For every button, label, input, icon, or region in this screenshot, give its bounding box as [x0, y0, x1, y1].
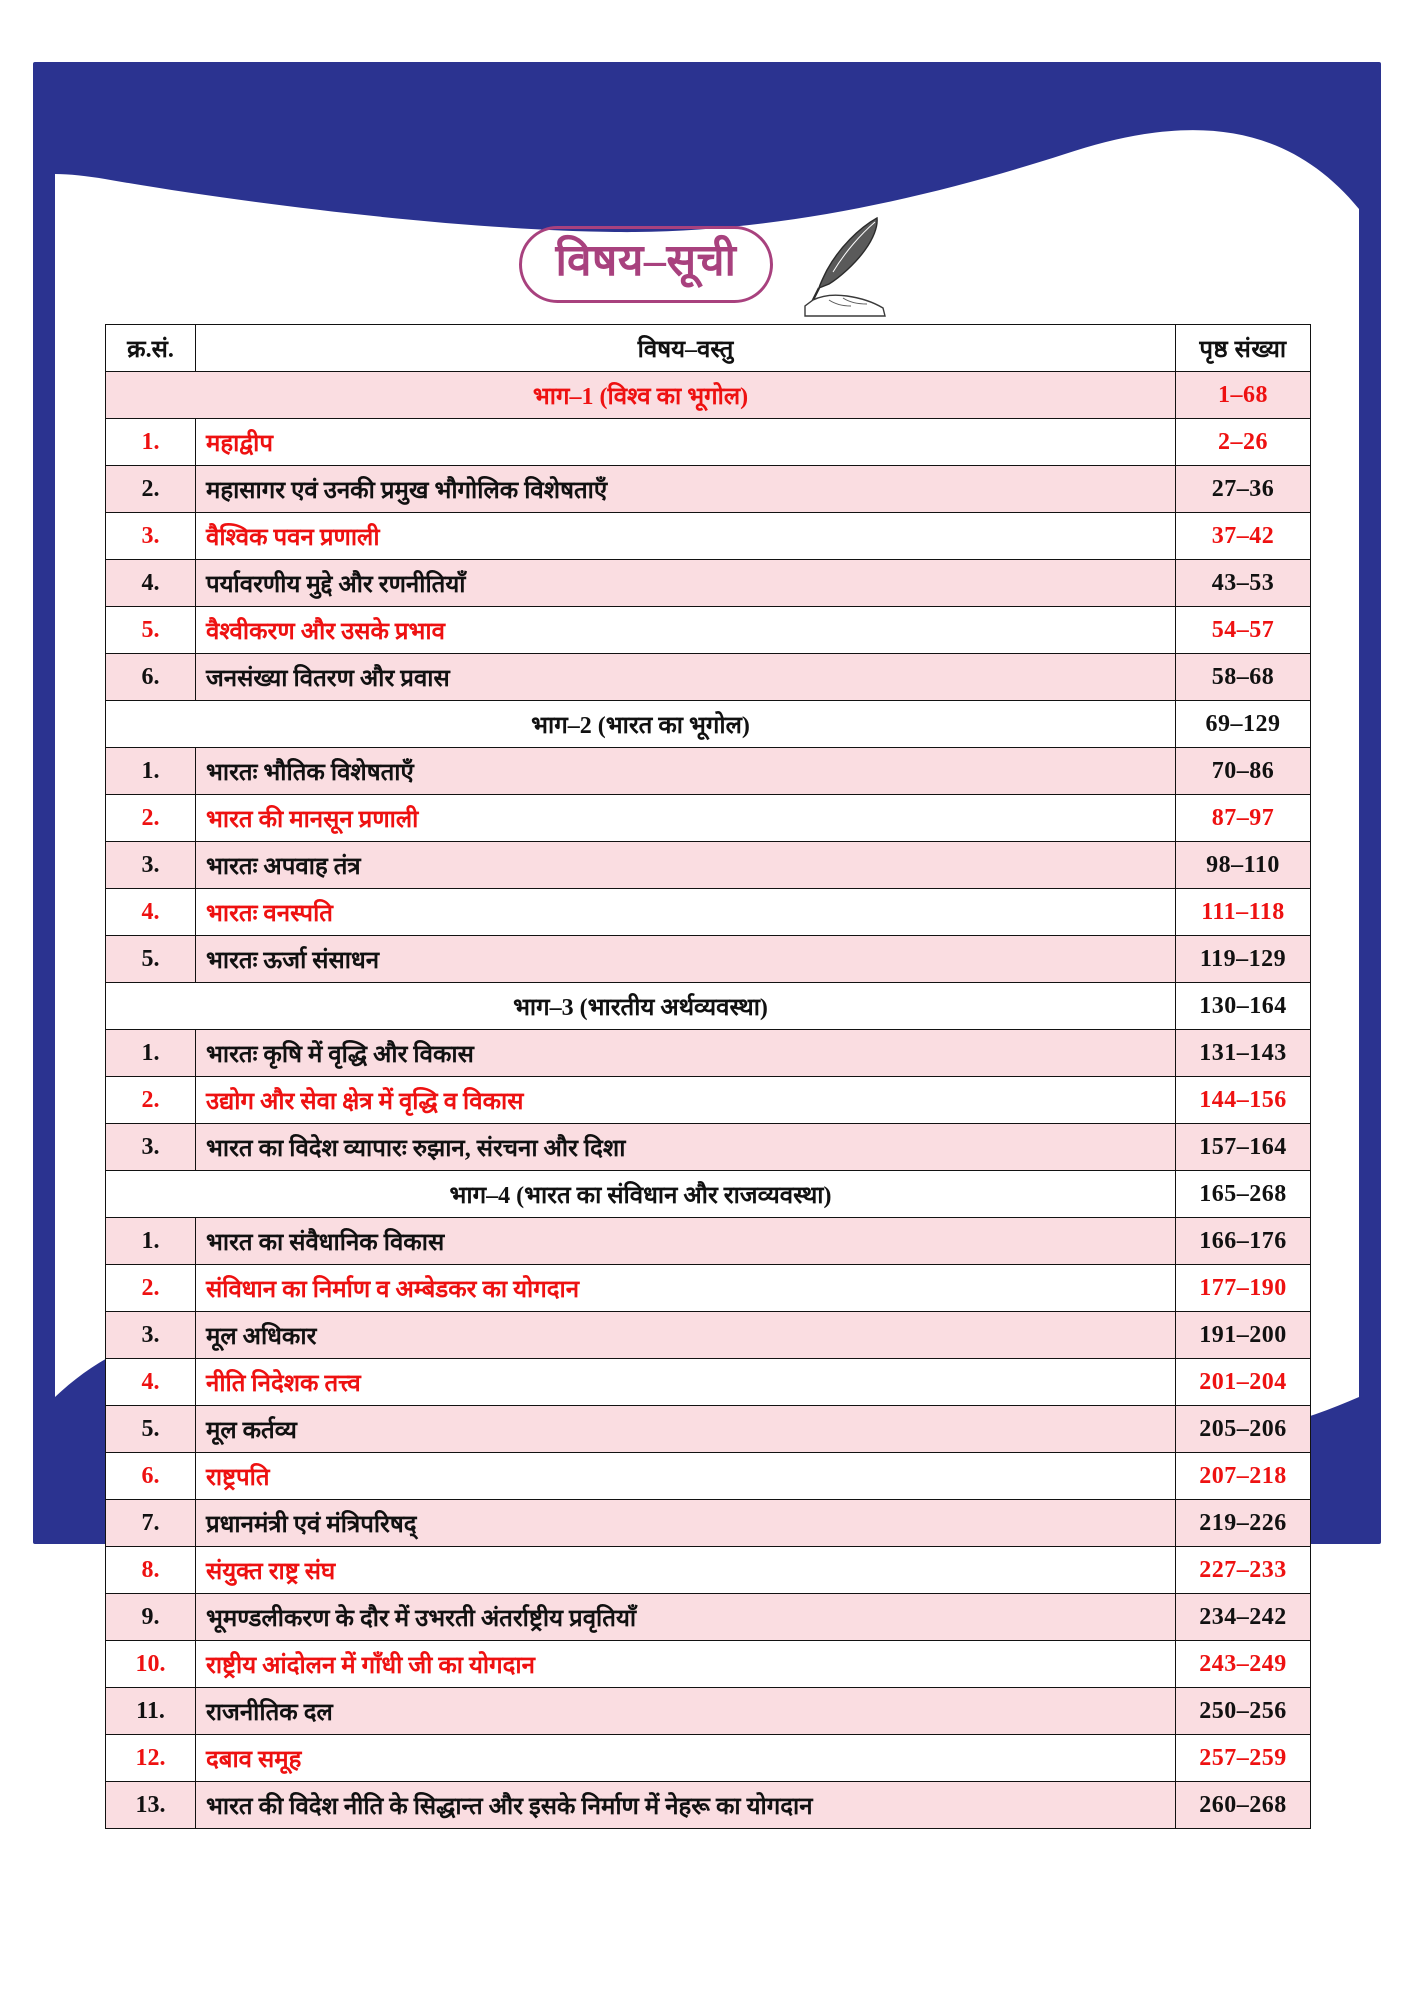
- row-chapter-title[interactable]: मूल कर्तव्य: [196, 1406, 1176, 1453]
- row-chapter-title[interactable]: मूल अधिकार: [196, 1312, 1176, 1359]
- row-serial-number: 1.: [106, 419, 196, 466]
- row-page-range: 70–86: [1176, 748, 1311, 795]
- row-serial-number: 1.: [106, 748, 196, 795]
- table-row[interactable]: [106, 607, 1311, 654]
- row-page-range: 131–143: [1176, 1030, 1311, 1077]
- row-chapter-title[interactable]: दबाव समूह: [196, 1735, 1176, 1782]
- page-title: विषय–सूची: [519, 226, 774, 303]
- row-serial-number: 11.: [106, 1688, 196, 1735]
- row-serial-number: 5.: [106, 936, 196, 983]
- row-page-range: 37–42: [1176, 513, 1311, 560]
- row-serial-number: 2.: [106, 1077, 196, 1124]
- row-chapter-title[interactable]: राष्ट्रपति: [196, 1453, 1176, 1500]
- table-row[interactable]: [106, 1547, 1311, 1594]
- row-chapter-title[interactable]: नीति निदेशक तत्त्व: [196, 1359, 1176, 1406]
- row-page-range: 130–164: [1176, 983, 1311, 1030]
- table-row[interactable]: [106, 936, 1311, 983]
- table-row[interactable]: [106, 1782, 1311, 1829]
- table-part-row[interactable]: [106, 372, 1311, 419]
- row-page-range: 1–68: [1176, 372, 1311, 419]
- row-page-range: 27–36: [1176, 466, 1311, 513]
- table-header-subject: विषय–वस्तु: [196, 325, 1176, 372]
- table-row[interactable]: [106, 560, 1311, 607]
- row-serial-number: 2.: [106, 466, 196, 513]
- row-page-range: 58–68: [1176, 654, 1311, 701]
- table-row[interactable]: [106, 889, 1311, 936]
- row-serial-number: 7.: [106, 1500, 196, 1547]
- row-chapter-title[interactable]: संविधान का निर्माण व अम्बेडकर का योगदान: [196, 1265, 1176, 1312]
- row-serial-number: 6.: [106, 654, 196, 701]
- row-serial-number: 5.: [106, 607, 196, 654]
- table-row[interactable]: [106, 795, 1311, 842]
- quill-pen-svg: [799, 212, 895, 316]
- row-serial-number: 5.: [106, 1406, 196, 1453]
- row-chapter-title[interactable]: भारत की मानसून प्रणाली: [196, 795, 1176, 842]
- row-page-range: 87–97: [1176, 795, 1311, 842]
- table-row[interactable]: [106, 1500, 1311, 1547]
- row-serial-number: 9.: [106, 1594, 196, 1641]
- row-chapter-title[interactable]: उद्योग और सेवा क्षेत्र में वृद्धि व विकास: [196, 1077, 1176, 1124]
- table-row[interactable]: [106, 466, 1311, 513]
- row-page-range: 165–268: [1176, 1171, 1311, 1218]
- row-page-range: 227–233: [1176, 1547, 1311, 1594]
- row-chapter-title[interactable]: प्रधानमंत्री एवं मंत्रिपरिषद्: [196, 1500, 1176, 1547]
- quill-pen-icon: [799, 212, 895, 316]
- row-page-range: 119–129: [1176, 936, 1311, 983]
- row-chapter-title[interactable]: पर्यावरणीय मुद्दे और रणनीतियाँ: [196, 560, 1176, 607]
- row-serial-number: 3.: [106, 513, 196, 560]
- table-header-row: [106, 325, 1311, 372]
- table-row[interactable]: [106, 1735, 1311, 1782]
- row-page-range: 260–268: [1176, 1782, 1311, 1829]
- row-page-range: 157–164: [1176, 1124, 1311, 1171]
- row-chapter-title[interactable]: भारतः ऊर्जा संसाधन: [196, 936, 1176, 983]
- row-serial-number: 1.: [106, 1218, 196, 1265]
- table-part-row[interactable]: [106, 983, 1311, 1030]
- table-row[interactable]: [106, 654, 1311, 701]
- table-row[interactable]: [106, 513, 1311, 560]
- table-part-row[interactable]: [106, 1171, 1311, 1218]
- part-heading-label: भाग–3 (भारतीय अर्थव्यवस्था): [106, 983, 1176, 1030]
- row-page-range: 205–206: [1176, 1406, 1311, 1453]
- row-page-range: 207–218: [1176, 1453, 1311, 1500]
- table-row[interactable]: [106, 1406, 1311, 1453]
- row-chapter-title[interactable]: वैश्वीकरण और उसके प्रभाव: [196, 607, 1176, 654]
- row-serial-number: 13.: [106, 1782, 196, 1829]
- table-header-serial: क्र.सं.: [106, 325, 196, 372]
- row-chapter-title[interactable]: राष्ट्रीय आंदोलन में गाँधी जी का योगदान: [196, 1641, 1176, 1688]
- table-row[interactable]: [106, 1594, 1311, 1641]
- row-chapter-title[interactable]: भारत का संवैधानिक विकास: [196, 1218, 1176, 1265]
- toc-table: [105, 324, 1311, 1829]
- row-page-range: 243–249: [1176, 1641, 1311, 1688]
- table-row[interactable]: [106, 1453, 1311, 1500]
- row-page-range: 201–204: [1176, 1359, 1311, 1406]
- row-chapter-title[interactable]: भारतः कृषि में वृद्धि और विकास: [196, 1030, 1176, 1077]
- row-chapter-title[interactable]: भारतः भौतिक विशेषताएँ: [196, 748, 1176, 795]
- row-serial-number: 8.: [106, 1547, 196, 1594]
- row-chapter-title[interactable]: भूमण्डलीकरण के दौर में उभरती अंतर्राष्ट्रीय प्रवृतियाँ: [196, 1594, 1176, 1641]
- table-header-page: पृष्ठ संख्या: [1176, 325, 1311, 372]
- row-chapter-title[interactable]: महाद्वीप: [196, 419, 1176, 466]
- row-serial-number: 1.: [106, 1030, 196, 1077]
- table-row[interactable]: [106, 419, 1311, 466]
- row-serial-number: 12.: [106, 1735, 196, 1782]
- row-chapter-title[interactable]: भारत की विदेश नीति के सिद्धान्त और इसके निर्माण में नेहरू का योगदान: [196, 1782, 1176, 1829]
- page-content-area: [55, 84, 1359, 1820]
- table-row[interactable]: [106, 1312, 1311, 1359]
- row-serial-number: 4.: [106, 560, 196, 607]
- row-chapter-title[interactable]: भारतः अपवाह तंत्र: [196, 842, 1176, 889]
- table-row[interactable]: [106, 1641, 1311, 1688]
- row-page-range: 191–200: [1176, 1312, 1311, 1359]
- row-serial-number: 4.: [106, 889, 196, 936]
- row-chapter-title[interactable]: राजनीतिक दल: [196, 1688, 1176, 1735]
- row-chapter-title[interactable]: जनसंख्या वितरण और प्रवास: [196, 654, 1176, 701]
- table-row[interactable]: [106, 1265, 1311, 1312]
- row-serial-number: 6.: [106, 1453, 196, 1500]
- row-page-range: 177–190: [1176, 1265, 1311, 1312]
- row-page-range: 2–26: [1176, 419, 1311, 466]
- row-serial-number: 10.: [106, 1641, 196, 1688]
- row-serial-number: 3.: [106, 842, 196, 889]
- row-page-range: 166–176: [1176, 1218, 1311, 1265]
- part-heading-label: भाग–4 (भारत का संविधान और राजव्यवस्था): [106, 1171, 1176, 1218]
- row-chapter-title[interactable]: संयुक्त राष्ट्र संघ: [196, 1547, 1176, 1594]
- row-serial-number: 3.: [106, 1124, 196, 1171]
- row-chapter-title[interactable]: भारत का विदेश व्यापारः रुझान, संरचना और दिशा: [196, 1124, 1176, 1171]
- row-serial-number: 3.: [106, 1312, 196, 1359]
- row-page-range: 257–259: [1176, 1735, 1311, 1782]
- table-row[interactable]: [106, 1077, 1311, 1124]
- table-row[interactable]: [106, 1218, 1311, 1265]
- row-page-range: 111–118: [1176, 889, 1311, 936]
- row-page-range: 250–256: [1176, 1688, 1311, 1735]
- table-row[interactable]: [106, 1359, 1311, 1406]
- row-chapter-title[interactable]: भारतः वनस्पति: [196, 889, 1176, 936]
- row-page-range: 219–226: [1176, 1500, 1311, 1547]
- part-heading-label: भाग–2 (भारत का भूगोल): [106, 701, 1176, 748]
- row-page-range: 98–110: [1176, 842, 1311, 889]
- row-page-range: 234–242: [1176, 1594, 1311, 1641]
- table-of-contents: [105, 324, 1310, 1829]
- row-chapter-title[interactable]: वैश्विक पवन प्रणाली: [196, 513, 1176, 560]
- row-serial-number: 4.: [106, 1359, 196, 1406]
- row-page-range: 43–53: [1176, 560, 1311, 607]
- row-chapter-title[interactable]: महासागर एवं उनकी प्रमुख भौगोलिक विशेषताएँ: [196, 466, 1176, 513]
- table-row[interactable]: [106, 1688, 1311, 1735]
- table-row[interactable]: [106, 1030, 1311, 1077]
- table-row[interactable]: [106, 1124, 1311, 1171]
- row-serial-number: 2.: [106, 1265, 196, 1312]
- table-row[interactable]: [106, 842, 1311, 889]
- table-part-row[interactable]: [106, 701, 1311, 748]
- row-page-range: 144–156: [1176, 1077, 1311, 1124]
- row-serial-number: 2.: [106, 795, 196, 842]
- table-row[interactable]: [106, 748, 1311, 795]
- row-page-range: 69–129: [1176, 701, 1311, 748]
- title-block: [55, 209, 1359, 319]
- row-page-range: 54–57: [1176, 607, 1311, 654]
- part-heading-label: भाग–1 (विश्व का भूगोल): [106, 372, 1176, 419]
